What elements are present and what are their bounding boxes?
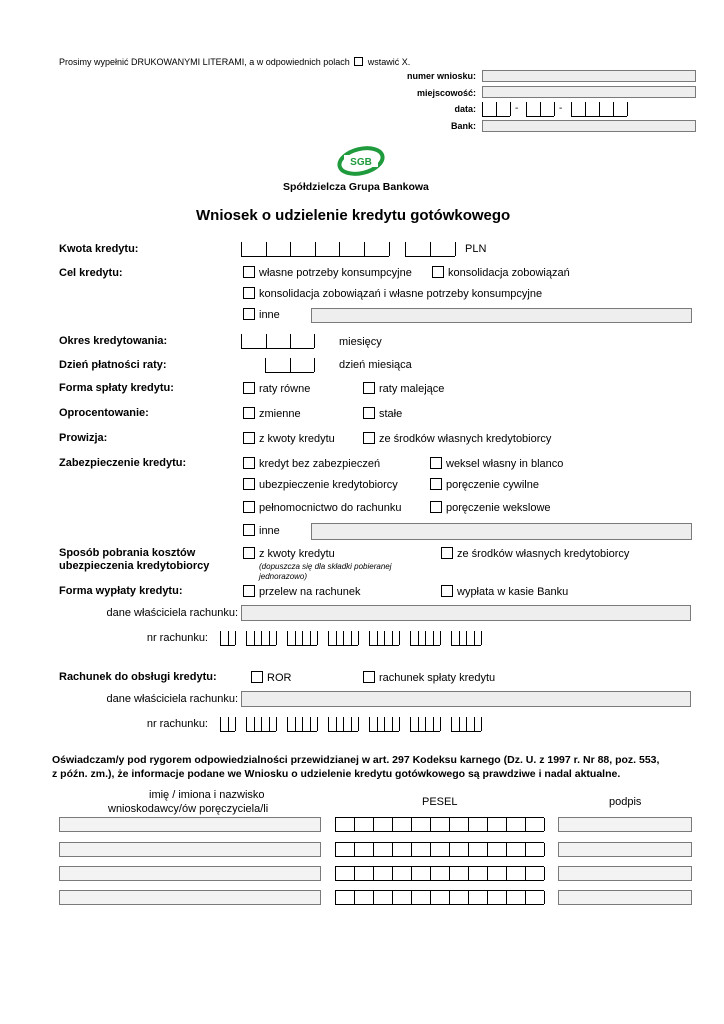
sposob-opt2-checkbox[interactable] xyxy=(441,547,453,559)
sig-pesel-cells[interactable] xyxy=(335,890,544,905)
account-group[interactable] xyxy=(369,631,399,646)
forma-wyplaty-label: Forma wypłaty kredytu: xyxy=(59,585,183,597)
splata-opt2-checkbox[interactable] xyxy=(363,382,375,394)
date-sep-1: - xyxy=(515,103,519,114)
data-label: data: xyxy=(454,104,476,114)
obsluga-opt2-checkbox[interactable] xyxy=(363,671,375,683)
cel-opt4-checkbox[interactable] xyxy=(243,308,255,320)
date-month-cells[interactable] xyxy=(526,102,554,117)
sig-pesel-cells[interactable] xyxy=(335,842,544,857)
forma-splaty-label: Forma spłaty kredytu: xyxy=(59,382,174,394)
dzien-cells[interactable] xyxy=(265,358,314,373)
sig-pesel-cells[interactable] xyxy=(335,817,544,832)
sig-name-field[interactable] xyxy=(59,842,321,857)
cel-opt3-checkbox[interactable] xyxy=(243,287,255,299)
obsluga-account-label: nr rachunku: xyxy=(146,718,208,730)
zab-opt2-checkbox[interactable] xyxy=(430,457,442,469)
cel-opt3-label: konsolidacja zobowiązań i własne potrzeby konsumpcyjne xyxy=(259,288,543,300)
top-note: Prosimy wypełnić DRUKOWANYMI LITERAMI, a w odpowiednich polach wstawić X. xyxy=(59,57,411,67)
wyplata-owner-field[interactable] xyxy=(241,605,691,621)
wyplata-opt2-label: wypłata w kasie Banku xyxy=(457,586,569,598)
sig-name-field[interactable] xyxy=(59,890,321,905)
oproc-opt2-label: stałe xyxy=(379,408,403,420)
wyplata-opt2-checkbox[interactable] xyxy=(441,585,453,597)
sgb-logo xyxy=(336,145,386,177)
account-group[interactable] xyxy=(220,717,235,732)
cel-label: Cel kredytu: xyxy=(59,267,123,279)
wyplata-account-label: nr rachunku: xyxy=(146,632,208,644)
declaration-line-2: z późn. zm.), że informacje podane we Wniosku o udzielenie kredytu gotówkowego są prawdziwe i nadal aktualne. xyxy=(52,768,621,780)
zab-opt2-label: weksel własny in blanco xyxy=(446,458,564,470)
account-group[interactable] xyxy=(328,631,358,646)
bank-field[interactable] xyxy=(482,120,696,132)
miejscowosc-field[interactable] xyxy=(482,86,696,98)
sposob-note-1: (dopuszcza się dla składki pobieranej xyxy=(259,562,392,571)
account-group[interactable] xyxy=(220,631,235,646)
zab-opt7-checkbox[interactable] xyxy=(243,524,255,536)
date-day-cells[interactable] xyxy=(482,102,510,117)
account-group[interactable] xyxy=(451,717,481,732)
zab-opt6-checkbox[interactable] xyxy=(430,501,442,513)
sposob-note-2: jednorazowo) xyxy=(259,572,308,581)
zab-opt1-checkbox[interactable] xyxy=(243,457,255,469)
sposob-label-2: ubezpieczenia kredytobiorcy xyxy=(59,560,210,572)
wyplata-opt1-checkbox[interactable] xyxy=(243,585,255,597)
zab-opt7-label: inne xyxy=(259,525,280,537)
sposob-label-1: Sposób pobrania kosztów xyxy=(59,547,196,559)
sig-signature-field[interactable] xyxy=(558,817,692,832)
sig-col1-header-a: imię / imiona i nazwisko xyxy=(149,789,265,801)
dzien-label: Dzień płatności raty: xyxy=(59,359,167,371)
date-sep-2: - xyxy=(559,103,563,114)
cel-opt1-label: własne potrzeby konsumpcyjne xyxy=(259,267,412,279)
okres-label: Okres kredytowania: xyxy=(59,335,168,347)
zab-opt5-label: pełnomocnictwo do rachunku xyxy=(259,502,402,514)
date-year-cells[interactable] xyxy=(571,102,627,117)
splata-opt2-label: raty malejące xyxy=(379,383,445,395)
splata-opt1-checkbox[interactable] xyxy=(243,382,255,394)
zab-opt3-label: ubezpieczenie kredytobiorcy xyxy=(259,479,398,491)
zab-opt3-checkbox[interactable] xyxy=(243,478,255,490)
sig-signature-field[interactable] xyxy=(558,866,692,881)
obsluga-owner-field[interactable] xyxy=(241,691,691,707)
cel-inne-field[interactable] xyxy=(311,308,692,323)
page-title: Wniosek o udzielenie kredytu gotówkowego xyxy=(196,207,511,224)
wyplata-owner-label: dane właściciela rachunku: xyxy=(106,607,238,619)
logo-caption: Spółdzielcza Grupa Bankowa xyxy=(283,181,429,193)
oprocentowanie-label: Oprocentowanie: xyxy=(59,407,149,419)
sig-col3-header: podpis xyxy=(609,796,642,808)
bank-label: Bank: xyxy=(450,121,476,131)
sample-checkbox xyxy=(354,57,363,66)
wyplata-opt1-label: przelew na rachunek xyxy=(259,586,361,598)
zab-opt1-label: kredyt bez zabezpieczeń xyxy=(259,458,381,470)
numer-wniosku-label: numer wniosku: xyxy=(406,71,476,81)
account-group[interactable] xyxy=(410,717,440,732)
obsluga-opt1-label: ROR xyxy=(267,672,292,684)
kwota-cells[interactable] xyxy=(241,242,389,257)
declaration-line-1: Oświadczam/y pod rygorem odpowiedzialności przewidzianej w art. 297 Kodeksu karnego (Dz. U. z 1997 r. Nr 88, poz. 553, xyxy=(52,754,660,766)
sig-pesel-cells[interactable] xyxy=(335,866,544,881)
account-group[interactable] xyxy=(369,717,399,732)
okres-cells[interactable] xyxy=(241,334,314,349)
obsluga-opt2-label: rachunek spłaty kredytu xyxy=(379,672,496,684)
okres-unit: miesięcy xyxy=(339,336,382,348)
zabezpieczenie-label: Zabezpieczenie kredytu: xyxy=(59,457,187,469)
zab-opt6-label: poręczenie wekslowe xyxy=(446,502,551,514)
cel-opt2-checkbox[interactable] xyxy=(432,266,444,278)
sig-col2-header: PESEL xyxy=(422,796,458,808)
oproc-opt2-checkbox[interactable] xyxy=(363,407,375,419)
zab-opt4-label: poręczenie cywilne xyxy=(446,479,539,491)
cel-opt1-checkbox[interactable] xyxy=(243,266,255,278)
numer-wniosku-field[interactable] xyxy=(482,70,696,82)
sposob-opt1-checkbox[interactable] xyxy=(243,547,255,559)
prowizja-opt2-checkbox[interactable] xyxy=(363,432,375,444)
cel-opt2-label: konsolidacja zobowiązań xyxy=(448,267,570,279)
account-group[interactable] xyxy=(246,631,276,646)
currency: PLN xyxy=(465,243,487,255)
account-group[interactable] xyxy=(287,631,317,646)
miejscowosc-label: miejscowość: xyxy=(416,88,476,98)
account-group[interactable] xyxy=(328,717,358,732)
prowizja-opt1-label: z kwoty kredytu xyxy=(259,433,335,445)
logo-text: SGB xyxy=(350,157,372,168)
account-group[interactable] xyxy=(410,631,440,646)
rachunek-obslugi-label: Rachunek do obsługi kredytu: xyxy=(59,671,217,683)
prowizja-opt2-label: ze środków własnych kredytobiorcy xyxy=(379,433,552,445)
kwota-grosze-cells[interactable] xyxy=(405,242,455,257)
sig-signature-field[interactable] xyxy=(558,842,692,857)
account-group[interactable] xyxy=(451,631,481,646)
zab-inne-field[interactable] xyxy=(311,523,692,540)
sposob-opt1-label: z kwoty kredytu xyxy=(259,548,335,560)
account-group[interactable] xyxy=(287,717,317,732)
sig-col1-header-b: wnioskodawcy/ów poręczyciela/li xyxy=(108,803,269,815)
oproc-opt1-checkbox[interactable] xyxy=(243,407,255,419)
sposob-opt2-label: ze środków własnych kredytobiorcy xyxy=(457,548,630,560)
oproc-opt1-label: zmienne xyxy=(259,408,301,420)
zab-opt5-checkbox[interactable] xyxy=(243,501,255,513)
obsluga-owner-label: dane właściciela rachunku: xyxy=(106,693,238,705)
sig-name-field[interactable] xyxy=(59,817,321,832)
cel-opt4-label: inne xyxy=(259,309,280,321)
obsluga-opt1-checkbox[interactable] xyxy=(251,671,263,683)
dzien-unit: dzień miesiąca xyxy=(339,359,412,371)
prowizja-opt1-checkbox[interactable] xyxy=(243,432,255,444)
kwota-label: Kwota kredytu: xyxy=(59,243,139,255)
sig-signature-field[interactable] xyxy=(558,890,692,905)
zab-opt4-checkbox[interactable] xyxy=(430,478,442,490)
account-group[interactable] xyxy=(246,717,276,732)
splata-opt1-label: raty równe xyxy=(259,383,311,395)
sig-name-field[interactable] xyxy=(59,866,321,881)
prowizja-label: Prowizja: xyxy=(59,432,108,444)
